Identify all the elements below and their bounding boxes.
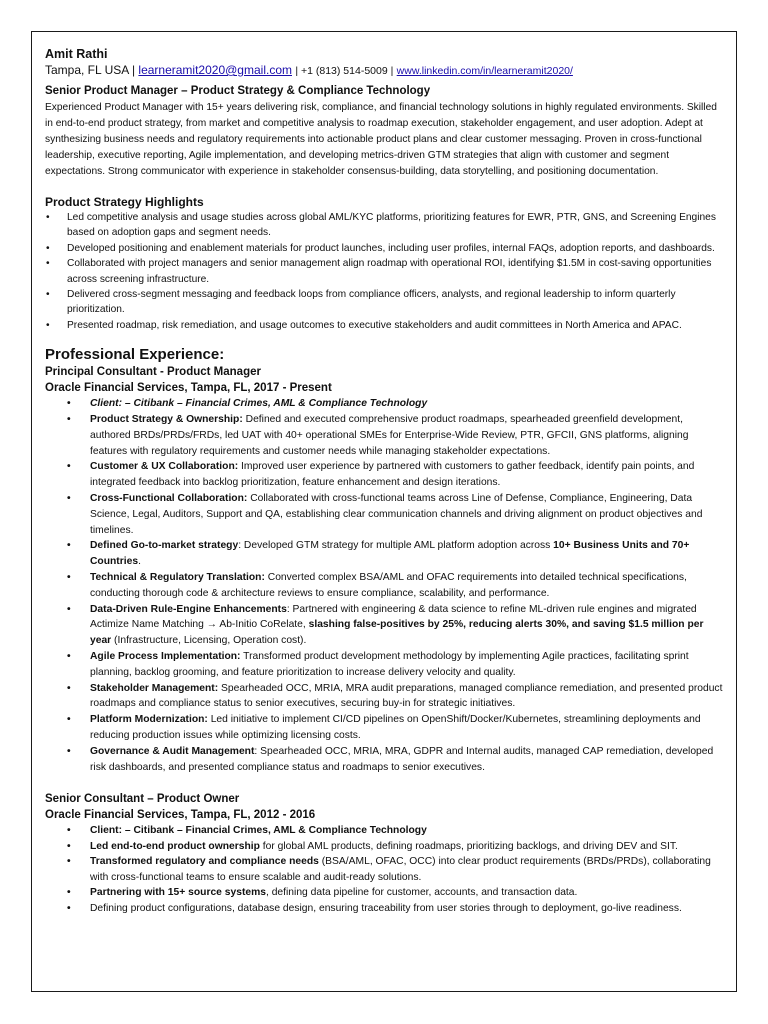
bullet-text: , defining data pipeline for customer, accounts, and transaction data. [265,887,578,899]
role1-bullets [45,396,725,775]
client-line: Client: – Citibank – Financial Crimes, AML & Compliance Technology [90,398,428,410]
bullet-label: Partnering with 15+ source systems [90,887,266,899]
bullet-text: Led initiative to implement CI/CD pipelines on OpenShift/Docker/Kubernetes, streamlining deployments and reducing production issues while optimizing licensing costs. [90,714,701,741]
list-item [45,744,725,776]
bullet-text: (BSA/AML, OFAC, OCC) into clear product requirements (BRDs/PRDs), collaborating with cross-functional teams to ensure scalable and audit-ready solutions. [90,856,711,883]
bullet-text: Defined and executed comprehensive product roadmaps, spearheaded greenfield development, authored BRDs/PRDs/FRDs, led UAT with 40+ operational SMEs for Enterprise-Wide Review, PTR, GFCII, GNS platforms, aligning features with regulatory requirements and customer needs while managing stakeholder expectations. [90,414,689,457]
list-item [45,396,725,412]
linkedin-link[interactable]: www.linkedin.com/in/learneramit2020/ [396,65,573,77]
list-item [45,854,725,885]
bullet-label: Technical & Regulatory Translation: [90,572,265,584]
list-item: • Collaborated with project managers and senior management align roadmap with operational ROI, identifying $1.5M in cost-saving opportunities across screening infrastructure. [45,256,725,287]
highlights-title: Product Strategy Highlights [45,195,204,209]
bullet-text: Improved user experience by partnered with customers to gather feedback, identify pain points, and integrated feedback into backlog prioritization, feature enhancement and design iterations. [90,461,695,489]
list-item [45,839,725,855]
list-item [45,459,725,491]
list-item [45,712,725,744]
role-company: Oracle Financial Services, Tampa, FL, 2017 - Present [45,382,332,395]
list-item [45,570,725,602]
resume-content [45,46,725,916]
bullet-label: Defined Go-to-market strategy [90,540,239,552]
list-item: • Led competitive analysis and usage studies across global AML/KYC platforms, prioritizing features for EWR, PTR, GNS, and Screening Engines based on adoption gaps and segment needs. [45,210,725,241]
bullet-text: Spearheaded OCC, MRIA, MRA audit preparations, managed compliance remediation, and presented product roadmaps and compliance status to senior executives, securing buy-in for strategic initiatives. [90,682,723,710]
bullet-text: (Infrastructure, Licensing, Operation cost). [111,635,307,647]
location: Tampa, FL USA [45,63,129,77]
email-link[interactable]: learneramit2020@gmail.com [138,63,292,77]
summary-paragraph: Experienced Product Manager with 15+ years delivering risk, compliance, and financial technology solutions in highly regulated environments. Skilled in end-to-end product strategy, from market and competitive analysis to roadmap execution, stakeholder engagement, and user adoption. Adept at synthesizing business needs and regulatory requirements into actionable product plans and clear customer messaging. Proven in cross-functional leadership, executive reporting, Agile implementation, and developing metrics-driven GTM strategies that align with customer and segment expectations. Strong communicator with experience in stakeholder consensus-building, data storytelling, and positioning documentation. [45,102,717,177]
list-item [45,885,725,901]
list-item: • Delivered cross-segment messaging and feedback loops from compliance officers, analysts, and regional leadership to inform quarterly prioritization. [45,287,725,318]
bullet-text: Transformed product development methodology by implementing Agile practices, facilitating sprint planning, backlog grooming, and feature prioritization to increase delivery velocity and quality. [90,651,689,678]
bullet-label: Agile Process Implementation: [90,651,241,662]
bullet-text: for global AML products, defining roadmaps, prioritizing backlogs, and driving DEV and SIT. [259,840,678,852]
highlights-list [45,210,725,333]
bullet-label: Cross-Functional Collaboration: [90,493,248,505]
role-title: Senior Consultant – Product Owner [45,793,240,806]
list-item [45,823,725,839]
list-item [45,538,725,570]
bullet-text: Defining product configurations, database design, ensuring traceability from user stories through to deployment, go-live readiness. [90,902,682,914]
bullet-label: Transformed regulatory and compliance needs [90,856,319,868]
list-item [45,901,725,917]
client-line: Client: – Citibank – Financial Crimes, AML & Compliance Technology [90,825,427,837]
list-item: • Presented roadmap, risk remediation, and usage outcomes to executive stakeholders and audit committees in North America and APAC. [45,318,725,333]
headline: Senior Product Manager – Product Strategy & Compliance Technology [45,85,431,97]
bullet-label: Data-Driven Rule-Engine Enhancements [90,603,287,615]
bullet-text: : Spearheaded OCC, MRIA, MRA, GDPR and Internal audits, managed CAP remediation, developed risk dashboards, and presented compliance status and roadmaps to senior executives. [90,745,714,773]
bullet-text: : Partnered with engineering & data science to refine ML-driven rule engines and migrated Actimize Name Matching → Ab-Initio CoRelate, [90,603,697,631]
separator: | [131,63,136,77]
bullet-label: Governance & Audit Management [90,745,255,757]
bullet-emphasis: slashing false-positives by 25%, reducing alerts 30%, and saving $1.5 million per year [90,619,704,647]
bullet-label: Led end-to-end product ownership [90,840,260,852]
bullet-emphasis: 10+ Business Units and 70+ Countries [90,540,690,568]
list-item [45,412,725,459]
bullet-label: Platform Modernization: [90,714,208,726]
bullet-text: : Developed GTM strategy for multiple AML platform adoption across [238,540,554,552]
list-item [45,602,725,649]
phone: | +1 (813) 514-5009 | [295,65,394,77]
bullet-label: Stakeholder Management: [90,682,219,694]
experience-title: Professional Experience: [45,346,225,364]
bullet-label: Customer & UX Collaboration: [90,461,239,473]
role-company: Oracle Financial Services, Tampa, FL, 2012 - 2016 [45,809,316,822]
list-item [45,681,725,713]
list-item: • Developed positioning and enablement materials for product launches, including user profiles, internal FAQs, adoption reports, and dashboards. [45,241,725,256]
bullet-text: Converted complex BSA/AML and OFAC requirements into detailed technical specifications, conducting thorough code & architecture reviews to ensure compliance, scalability, and performance. [90,572,687,599]
contact-line [45,62,725,80]
role2-bullets [45,823,725,916]
bullet-text: . [138,556,141,568]
list-item [45,649,725,681]
bullet-text: Collaborated with cross-functional teams across Line of Defense, Compliance, Engineering, Data Science, Legal, Auditors, Support and QA, establishing clear communication channels and driving alignment on product objectives and timelines. [90,493,703,536]
role-title: Principal Consultant - Product Manager [45,366,261,379]
bullet-label: Product Strategy & Ownership: [90,414,243,426]
list-item [45,491,725,538]
candidate-name: Amit Rathi [45,47,108,61]
